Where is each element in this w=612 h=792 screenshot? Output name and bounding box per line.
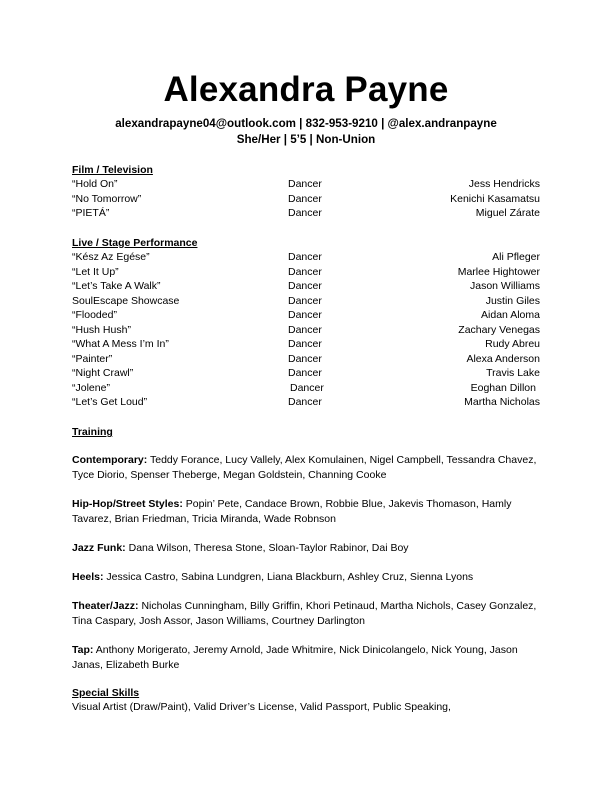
credit-director: Aidan Aloma xyxy=(481,309,540,321)
credit-director: Kenichi Kasamatsu xyxy=(450,192,540,205)
credit-director: Jason Williams xyxy=(469,280,540,292)
credit-title: “Hold On” xyxy=(72,178,118,190)
credit-role: Dancer xyxy=(288,207,322,219)
credit-title: “Jolene” xyxy=(72,381,110,394)
credit-row xyxy=(72,337,540,352)
credit-row xyxy=(72,250,540,265)
credit-role: Dancer xyxy=(288,323,322,336)
credit-title: “Kész Az Egése” xyxy=(72,251,150,263)
training-label: Contemporary: xyxy=(72,454,148,466)
training-text: Nicholas Cunningham, Billy Griffin, Khori Petinaud, Martha Nichols, Casey Gonzalez, Tina Caspary, Josh Assor, Jason Williams, Courtney Darlington xyxy=(72,600,537,627)
credit-row xyxy=(72,177,540,192)
credit-role: Dancer xyxy=(288,280,322,292)
credit-director: Jess Hendricks xyxy=(468,178,540,190)
credit-title: “No Tomorrow” xyxy=(72,192,142,205)
training-label: Hip-Hop/Street Styles: xyxy=(72,498,183,510)
credit-row xyxy=(72,366,540,381)
training-label: Heels: xyxy=(72,571,104,583)
credit-director: Justin Giles xyxy=(485,294,540,307)
credit-director: Eoghan Dillon xyxy=(470,381,536,394)
credit-director: Ali Pfleger xyxy=(492,251,540,263)
credit-role: Dancer xyxy=(288,192,322,205)
credit-director: Travis Lake xyxy=(486,367,540,379)
credit-director: Miguel Zárate xyxy=(475,207,540,219)
training-heading: Training xyxy=(72,426,113,438)
credit-role: Dancer xyxy=(288,294,322,307)
credit-role: Dancer xyxy=(290,381,324,394)
credit-row xyxy=(72,381,540,396)
credit-role: Dancer xyxy=(288,396,322,408)
credit-director: Rudy Abreu xyxy=(485,338,540,350)
contact-line: alexandrapayne04@outlook.com | 832-953-9210 | @alex.andranpayne xyxy=(115,117,497,130)
credit-row xyxy=(72,206,540,221)
credit-title: “Let’s Take A Walk” xyxy=(72,280,161,292)
credit-role: Dancer xyxy=(288,265,322,278)
credit-title: “Let’s Get Loud” xyxy=(72,396,148,408)
credit-title: “Hush Hush” xyxy=(72,323,131,336)
credit-row xyxy=(72,279,540,294)
credit-director: Marlee Hightower xyxy=(457,265,540,278)
training-theater-jazz xyxy=(72,599,544,629)
live-stage-heading: Live / Stage Performance xyxy=(72,237,198,249)
credit-row xyxy=(72,294,540,309)
training-text: Teddy Forance, Lucy Vallely, Alex Komulainen, Nigel Campbell, Tessandra Chavez, Tyce Diorio, Spenser Theberge, Megan Goldstein, Channing Cooke xyxy=(72,454,537,481)
credit-role: Dancer xyxy=(288,367,322,379)
resume-name: Alexandra Payne xyxy=(163,70,449,109)
credit-director: Zachary Venegas xyxy=(458,323,540,336)
credit-role: Dancer xyxy=(288,352,322,365)
training-text: Dana Wilson, Theresa Stone, Sloan-Taylor Rabinor, Dai Boy xyxy=(125,542,409,554)
training-label: Theater/Jazz: xyxy=(72,600,139,612)
training-text: Jessica Castro, Sabina Lundgren, Liana Blackburn, Ashley Cruz, Sienna Lyons xyxy=(103,571,474,583)
credit-title: “PIETÁ” xyxy=(72,207,110,219)
training-text: Popin’ Pete, Candace Brown, Robbie Blue, Jakevis Thomason, Hamly Tavarez, Brian Friedman, Tricia Miranda, Wade Robnson xyxy=(72,498,512,525)
credit-title: “Flooded” xyxy=(72,309,117,321)
special-skills-text: Visual Artist (Draw/Paint), Valid Driver’s License, Valid Passport, Public Speaking, xyxy=(72,701,451,713)
film-tv-heading: Film / Television xyxy=(72,164,153,176)
special-skills-heading: Special Skills xyxy=(72,687,140,699)
credit-title: “Painter” xyxy=(72,352,113,365)
training-label: Tap: xyxy=(72,644,94,656)
credit-role: Dancer xyxy=(288,178,322,190)
credit-row xyxy=(72,323,540,338)
credit-title: “Night Crawl” xyxy=(72,367,134,379)
info-line: She/Her | 5’5 | Non-Union xyxy=(236,133,376,146)
credit-role: Dancer xyxy=(288,251,322,263)
credit-row xyxy=(72,352,540,367)
credit-director: Martha Nicholas xyxy=(464,396,540,408)
training-text: Anthony Morigerato, Jeremy Arnold, Jade Whitmire, Nick Dinicolangelo, Nick Young, Jason Janas, Elizabeth Burke xyxy=(72,644,518,671)
credit-row xyxy=(72,395,540,410)
credit-row xyxy=(72,265,540,280)
training-label: Jazz Funk: xyxy=(72,542,126,554)
credit-row xyxy=(72,192,540,207)
training-hiphop xyxy=(72,497,544,527)
credit-director: Alexa Anderson xyxy=(466,352,540,365)
training-contemporary xyxy=(72,453,544,483)
training-jazz-funk xyxy=(72,541,544,556)
credit-role: Dancer xyxy=(288,309,322,321)
training-heels xyxy=(72,570,544,585)
credit-role: Dancer xyxy=(288,338,322,350)
credit-title: “Let It Up” xyxy=(72,265,119,278)
training-tap xyxy=(72,643,544,673)
credit-title: SoulEscape Showcase xyxy=(72,294,180,307)
credit-title: “What A Mess I’m In” xyxy=(72,338,169,350)
credit-row xyxy=(72,308,540,323)
